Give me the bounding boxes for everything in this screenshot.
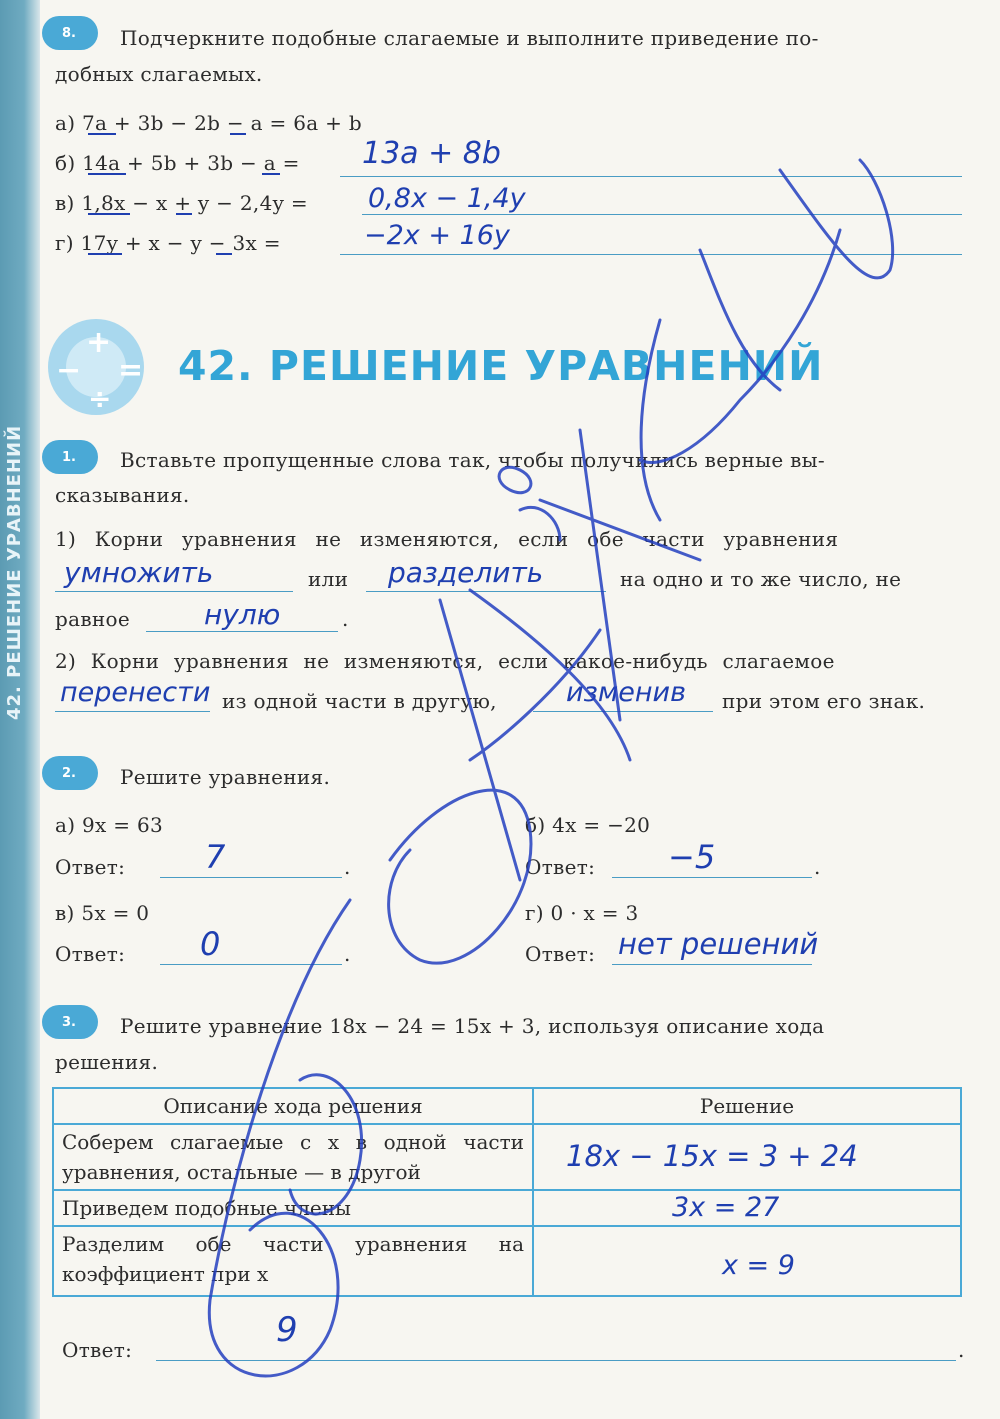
task1-s1-or: или bbox=[308, 567, 349, 591]
task8-item-c: в) 1,8x − x + y − 2,4y = bbox=[55, 191, 308, 215]
task-badge-1: 1. bbox=[42, 440, 98, 474]
table-header-description: Описание хода решения bbox=[53, 1088, 533, 1124]
answer-line bbox=[340, 176, 962, 177]
task2-answer-d: нет решений bbox=[618, 927, 819, 961]
task3-answer: 9 bbox=[276, 1310, 298, 1350]
task2-answer-c: 0 bbox=[200, 925, 221, 963]
period: . bbox=[344, 942, 351, 966]
answer-line bbox=[160, 964, 342, 965]
task8-item-a: а) 7a + 3b − 2b − a = 6a + b bbox=[55, 111, 362, 135]
task2-answer-label-b: Ответ: bbox=[525, 855, 596, 879]
step-solution-2: 3x = 27 bbox=[672, 1192, 780, 1223]
answer-line bbox=[612, 877, 812, 878]
task2-answer-label-d: Ответ: bbox=[525, 942, 596, 966]
svg-text:+: + bbox=[86, 325, 112, 360]
step-solution-cell-3 bbox=[533, 1226, 961, 1296]
task1-s1-tail: на одно и то же число, не bbox=[620, 567, 902, 591]
task2-answer-label-a: Ответ: bbox=[55, 855, 126, 879]
task1-answer-4: перенести bbox=[60, 677, 211, 708]
task1-answer-3: нулю bbox=[204, 598, 281, 631]
period: . bbox=[344, 855, 351, 879]
svg-text:=: = bbox=[118, 353, 144, 388]
answer-line bbox=[612, 964, 812, 965]
period: . bbox=[342, 607, 349, 631]
answer-line bbox=[146, 631, 338, 632]
task8-answer-c: 0,8x − 1,4y bbox=[368, 183, 526, 214]
answer-line bbox=[160, 877, 342, 878]
task8-answer-d: −2x + 16y bbox=[364, 220, 510, 251]
step-solution-cell-1 bbox=[533, 1124, 961, 1190]
task2-eq-a: а) 9x = 63 bbox=[55, 813, 164, 837]
task1-answer-5: изменив bbox=[566, 677, 686, 708]
task1-s2-mid: из одной части в другую, bbox=[222, 689, 497, 713]
answer-line bbox=[55, 591, 293, 592]
task1-s2-tail: при этом его знак. bbox=[722, 689, 926, 713]
task8-item-d: г) 17y + x − y − 3x = bbox=[55, 231, 281, 255]
task2-prompt: Решите уравнения. bbox=[120, 765, 331, 789]
task2-eq-b: б) 4x = −20 bbox=[525, 813, 651, 837]
table-header-solution: Решение bbox=[533, 1088, 961, 1124]
task2-answer-label-c: Ответ: bbox=[55, 942, 126, 966]
table-row bbox=[53, 1190, 961, 1226]
table-row bbox=[53, 1124, 961, 1190]
task8-answer-b: 13a + 8b bbox=[362, 136, 501, 171]
sidebar-title: 42. РЕШЕНИЕ УРАВНЕНИЙ bbox=[4, 424, 25, 720]
task8-item-b: б) 14a + 5b + 3b − a = bbox=[55, 151, 300, 175]
task2-eq-c: в) 5x = 0 bbox=[55, 901, 150, 925]
table-row bbox=[53, 1226, 961, 1296]
task1-s2-line1: 2) Корни уравнения не изменяются, если какое-нибудь слагаемое bbox=[55, 649, 835, 673]
period: . bbox=[814, 855, 821, 879]
task1-answer-1: умножить bbox=[64, 556, 214, 589]
step-description-1: Соберем слагаемые с x в одной части уравнения, остальные — в другой bbox=[53, 1124, 533, 1190]
task8-prompt-line1: Подчеркните подобные слагаемые и выполните приведение по- bbox=[120, 26, 819, 50]
task2-answer-b: −5 bbox=[668, 838, 716, 876]
answer-line bbox=[156, 1360, 956, 1361]
task3-answer-label: Ответ: bbox=[62, 1338, 133, 1362]
svg-text:÷: ÷ bbox=[88, 382, 112, 415]
period: . bbox=[958, 1338, 965, 1362]
answer-line bbox=[366, 591, 606, 592]
task3-prompt-line2: решения. bbox=[55, 1050, 159, 1074]
task1-prompt-line2: сказывания. bbox=[55, 483, 190, 507]
task1-answer-2: разделить bbox=[388, 556, 544, 589]
task2-eq-d: г) 0 · x = 3 bbox=[525, 901, 639, 925]
section-title: 42. РЕШЕНИЕ УРАВНЕНИЙ bbox=[178, 342, 824, 390]
task3-prompt-line1: Решите уравнение 18x − 24 = 15x + 3, используя описание хода bbox=[120, 1014, 825, 1038]
task1-s1-line1: 1) Корни уравнения не изменяются, если обе части уравнения bbox=[55, 527, 839, 551]
step-description-3: Разделим обе части уравнения на коэффициент при x bbox=[53, 1226, 533, 1296]
step-solution-1: 18x − 15x = 3 + 24 bbox=[566, 1139, 858, 1173]
svg-text:−: − bbox=[56, 353, 82, 388]
sidebar-strip bbox=[0, 0, 40, 1419]
answer-line bbox=[362, 214, 962, 215]
solution-table bbox=[52, 1087, 962, 1297]
task1-prompt-line1: Вставьте пропущенные слова так, чтобы получились верные вы- bbox=[120, 448, 825, 472]
task-badge-8: 8. bbox=[42, 16, 98, 50]
task1-s1-equal: равное bbox=[55, 607, 130, 631]
math-symbols-icon bbox=[38, 312, 158, 422]
answer-line bbox=[55, 711, 210, 712]
task2-answer-a: 7 bbox=[205, 838, 226, 876]
task-badge-2: 2. bbox=[42, 756, 98, 790]
task-badge-3: 3. bbox=[42, 1005, 98, 1039]
task8-prompt-line2: добных слагаемых. bbox=[55, 62, 263, 86]
answer-line bbox=[533, 711, 713, 712]
answer-line bbox=[340, 254, 962, 255]
step-solution-cell-2 bbox=[533, 1190, 961, 1226]
step-solution-3: x = 9 bbox=[722, 1250, 795, 1281]
step-description-2: Приведем подобные члены bbox=[53, 1190, 533, 1226]
